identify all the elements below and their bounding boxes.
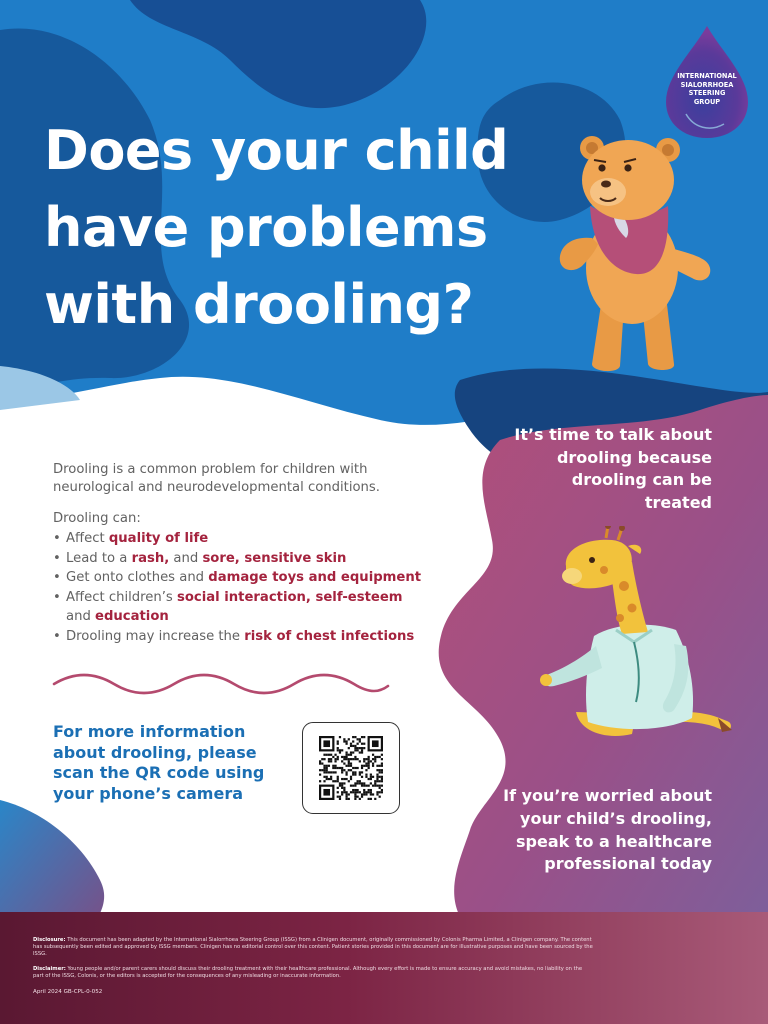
footer bbox=[0, 912, 768, 1024]
list-item bbox=[53, 627, 473, 647]
effect-highlight: education bbox=[95, 609, 169, 624]
logo-line: GROUP bbox=[693, 97, 721, 106]
qr-code-icon[interactable] bbox=[319, 736, 383, 800]
intro-text: Drooling is a common problem for children with neurological and neurodevelopmental conditions. bbox=[53, 462, 380, 495]
disclaimer-text bbox=[33, 966, 593, 980]
qr-code-box[interactable] bbox=[302, 722, 400, 814]
disclosure-text bbox=[33, 937, 593, 958]
teddy-bear-icon bbox=[532, 128, 722, 378]
more-info-text: For more information about drooling, please scan the QR code using your phone’s camera bbox=[53, 722, 265, 803]
list-item bbox=[53, 549, 473, 569]
giraffe-icon bbox=[536, 526, 736, 756]
effect-highlight: social interaction, self-esteem bbox=[177, 589, 403, 605]
effects-list bbox=[53, 529, 473, 646]
logo-line: SIALORRHOEA bbox=[680, 80, 734, 89]
disclosure-label: Disclosure: bbox=[33, 937, 66, 943]
wavy-divider bbox=[52, 670, 390, 698]
effect-text: and bbox=[66, 609, 96, 624]
page-title: Does your child have problems with drooling? bbox=[44, 119, 509, 336]
effect-highlight: damage toys and equipment bbox=[208, 570, 422, 585]
logo-text bbox=[664, 72, 750, 106]
document-code: April 2024 GB-CPL-0-052 bbox=[33, 989, 103, 995]
list-item bbox=[53, 588, 473, 627]
effect-highlight: risk of chest infections bbox=[244, 628, 415, 644]
effect-highlight: sore, sensitive skin bbox=[202, 550, 347, 566]
effect-highlight: rash, bbox=[131, 550, 170, 566]
list-item bbox=[53, 568, 473, 588]
disclaimer-body: Young people and/or parent carers should discuss their drooling treatment with their healthcare professional. Although every effort is made to ensure accuracy and avoid mistakes, no liability on the part of the ISSG, Colonis, or the editors is accepted for the consequences of any misleading or inaccurate information. bbox=[33, 966, 583, 979]
worried-callout: If you’re worried about your child’s drooling, speak to a healthcare professional today bbox=[503, 786, 712, 874]
logo-line: INTERNATIONAL bbox=[677, 72, 737, 80]
effect-text: and bbox=[169, 550, 203, 566]
disclaimer-label: Disclaimer: bbox=[33, 966, 66, 972]
effect-text: Affect children’s bbox=[66, 589, 177, 605]
disclosure-body: This document has been adapted by the International Sialorrhoea Steering Group (ISSG) from a Clinigen document, originally commissioned by Colonis Pharma Limited, a Clinigen company. The content has subsequently been edited and approved by ISSG members. Clinigen has no editorial control over this content. Patient stories provided in this document are for illustrative purposes and have been sourced by the ISSG. bbox=[33, 937, 593, 957]
logo-line: STEERING bbox=[688, 89, 726, 98]
effect-text: Affect bbox=[66, 531, 109, 546]
effect-text: Drooling may increase the bbox=[66, 628, 245, 644]
effect-text: Get onto clothes and bbox=[66, 570, 209, 585]
effect-highlight: quality of life bbox=[108, 531, 209, 546]
effect-text: Lead to a bbox=[66, 550, 132, 566]
talk-callout: It’s time to talk about drooling because drooling can be treated bbox=[514, 425, 712, 512]
drooling-can-label: Drooling can: bbox=[53, 511, 141, 526]
list-item bbox=[53, 529, 473, 549]
